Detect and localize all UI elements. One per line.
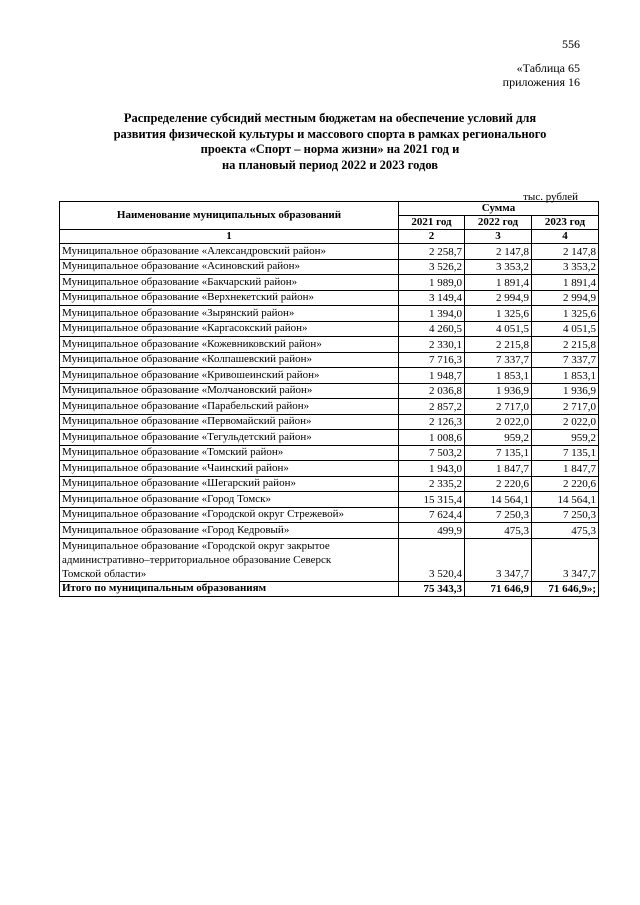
value-2021: 3 520,4	[399, 538, 465, 581]
page-number: 556	[562, 37, 580, 51]
value-2023: 7 135,1	[532, 445, 599, 461]
table-row	[60, 306, 599, 322]
column-number-1: 1	[60, 230, 399, 244]
value-2023: 2 994,9	[532, 290, 599, 306]
value-2023: 4 051,5	[532, 321, 599, 337]
table-row-seversk	[60, 538, 599, 581]
value-2022: 1 847,7	[465, 461, 532, 477]
value-2022: 2 147,8	[465, 244, 532, 260]
column-number-2: 2	[399, 230, 465, 244]
value-2023: 1 936,9	[532, 383, 599, 399]
value-2023: 7 337,7	[532, 352, 599, 368]
table-row	[60, 368, 599, 384]
value-2022: 7 250,3	[465, 507, 532, 523]
value-2022: 2 994,9	[465, 290, 532, 306]
value-2021: 1 394,0	[399, 306, 465, 322]
value-2023: 2 215,8	[532, 337, 599, 353]
value-2022: 4 051,5	[465, 321, 532, 337]
table-row	[60, 259, 599, 275]
value-2023: 1 847,7	[532, 461, 599, 477]
table-row	[60, 507, 599, 523]
value-2021: 1 008,6	[399, 430, 465, 446]
value-2023: 2 220,6	[532, 476, 599, 492]
value-2022: 2 717,0	[465, 399, 532, 415]
value-2022: 2 220,6	[465, 476, 532, 492]
row-name: Муниципальное образование «Колпашевский район»	[60, 352, 399, 368]
value-2022: 7 337,7	[465, 352, 532, 368]
value-2021: 7 624,4	[399, 507, 465, 523]
value-2021: 2 258,7	[399, 244, 465, 260]
row-name: Муниципальное образование «Город Томск»	[60, 492, 399, 508]
value-2022: 2 215,8	[465, 337, 532, 353]
value-2021: 2 126,3	[399, 414, 465, 430]
title-line-4: на плановый период 2022 и 2023 годов	[221, 157, 439, 172]
value-2023: 959,2	[532, 430, 599, 446]
row-name-multiline	[60, 538, 399, 581]
value-2023: 2 022,0	[532, 414, 599, 430]
total-2023: 71 646,9»;	[532, 581, 599, 597]
value-2021: 7 716,3	[399, 352, 465, 368]
row-name: Муниципальное образование «Чаинский район»	[60, 461, 399, 477]
table-row	[60, 321, 599, 337]
value-2022: 1 325,6	[465, 306, 532, 322]
value-2023: 2 147,8	[532, 244, 599, 260]
value-2021: 499,9	[399, 523, 465, 539]
table-row	[60, 337, 599, 353]
total-2021: 75 343,3	[399, 581, 465, 597]
value-2021: 7 503,2	[399, 445, 465, 461]
row-name: Муниципальное образование «Кривошеинский район»	[60, 368, 399, 384]
column-number-3: 3	[465, 230, 532, 244]
value-2023: 1 325,6	[532, 306, 599, 322]
row-name-line-2: административно–территориальное образование Северск	[62, 553, 332, 566]
value-2021: 4 260,5	[399, 321, 465, 337]
title-line-2: развития физической культуры и массового спорта в рамках регионального	[113, 126, 547, 141]
header-year-2022: 2022 год	[465, 216, 532, 230]
value-2022: 7 135,1	[465, 445, 532, 461]
value-2022: 3 347,7	[465, 538, 532, 581]
table-row	[60, 290, 599, 306]
value-2023: 14 564,1	[532, 492, 599, 508]
table-ref-line-1: «Таблица 65	[516, 61, 580, 75]
header-year-2023: 2023 год	[532, 216, 599, 230]
value-2022: 959,2	[465, 430, 532, 446]
document-title	[60, 111, 600, 173]
row-name: Муниципальное образование «Кожевниковский район»	[60, 337, 399, 353]
value-2021: 2 335,2	[399, 476, 465, 492]
value-2021: 1 948,7	[399, 368, 465, 384]
title-line-3: проекта «Спорт – норма жизни» на 2021 год и	[200, 142, 460, 156]
header-year-2021: 2021 год	[399, 216, 465, 230]
row-name: Муниципальное образование «Асиновский район»	[60, 259, 399, 275]
table-row	[60, 430, 599, 446]
row-name: Муниципальное образование «Верхнекетский район»	[60, 290, 399, 306]
value-2022: 2 022,0	[465, 414, 532, 430]
units-label: тыс. рублей	[523, 191, 578, 203]
value-2022: 3 353,2	[465, 259, 532, 275]
header-name-column: Наименование муниципальных образований	[60, 202, 399, 230]
table-row	[60, 523, 599, 539]
row-name: Муниципальное образование «Томский район»	[60, 445, 399, 461]
value-2021: 1 943,0	[399, 461, 465, 477]
table-row	[60, 275, 599, 291]
value-2022: 14 564,1	[465, 492, 532, 508]
column-number-4: 4	[532, 230, 599, 244]
value-2021: 2 857,2	[399, 399, 465, 415]
table-reference	[503, 61, 580, 89]
table-row	[60, 476, 599, 492]
value-2023: 2 717,0	[532, 399, 599, 415]
value-2022: 1 853,1	[465, 368, 532, 384]
value-2023: 3 353,2	[532, 259, 599, 275]
row-name: Муниципальное образование «Городской округ Стрежевой»	[60, 507, 399, 523]
row-name-line-3: Томской области»	[62, 567, 147, 580]
value-2022: 475,3	[465, 523, 532, 539]
header-sum: Сумма	[399, 202, 599, 216]
row-name: Муниципальное образование «Город Кедровый»	[60, 523, 399, 539]
row-name-line-1: Муниципальное образование «Городской округ закрытое	[62, 539, 330, 552]
total-row	[60, 581, 599, 597]
value-2021: 3 526,2	[399, 259, 465, 275]
value-2023: 475,3	[532, 523, 599, 539]
value-2021: 2 036,8	[399, 383, 465, 399]
row-name: Муниципальное образование «Шегарский район»	[60, 476, 399, 492]
value-2021: 2 330,1	[399, 337, 465, 353]
value-2022: 1 936,9	[465, 383, 532, 399]
total-2022: 71 646,9	[465, 581, 532, 597]
value-2023: 7 250,3	[532, 507, 599, 523]
row-name: Муниципальное образование «Каргасокский район»	[60, 321, 399, 337]
row-name: Муниципальное образование «Молчановский район»	[60, 383, 399, 399]
table-ref-line-2: приложения 16	[502, 75, 580, 89]
table-body	[60, 244, 599, 597]
row-name: Муниципальное образование «Бакчарский район»	[60, 275, 399, 291]
value-2022: 1 891,4	[465, 275, 532, 291]
title-line-1: Распределение субсидий местным бюджетам на обеспечение условий для	[123, 111, 537, 125]
row-name: Муниципальное образование «Первомайский район»	[60, 414, 399, 430]
table-row	[60, 414, 599, 430]
row-name: Муниципальное образование «Тегульдетский район»	[60, 430, 399, 446]
table-row	[60, 445, 599, 461]
table-row	[60, 461, 599, 477]
total-label: Итого по муниципальным образованиям	[60, 581, 399, 597]
table-row	[60, 492, 599, 508]
value-2023: 1 891,4	[532, 275, 599, 291]
value-2023: 1 853,1	[532, 368, 599, 384]
value-2021: 3 149,4	[399, 290, 465, 306]
table-row	[60, 383, 599, 399]
value-2021: 15 315,4	[399, 492, 465, 508]
row-name: Муниципальное образование «Зырянский район»	[60, 306, 399, 322]
row-name: Муниципальное образование «Александровский район»	[60, 244, 399, 260]
value-2023: 3 347,7	[532, 538, 599, 581]
value-2021: 1 989,0	[399, 275, 465, 291]
row-name: Муниципальное образование «Парабельский район»	[60, 399, 399, 415]
table-row	[60, 244, 599, 260]
subsidy-table	[59, 201, 599, 597]
table-row	[60, 399, 599, 415]
table-row	[60, 352, 599, 368]
